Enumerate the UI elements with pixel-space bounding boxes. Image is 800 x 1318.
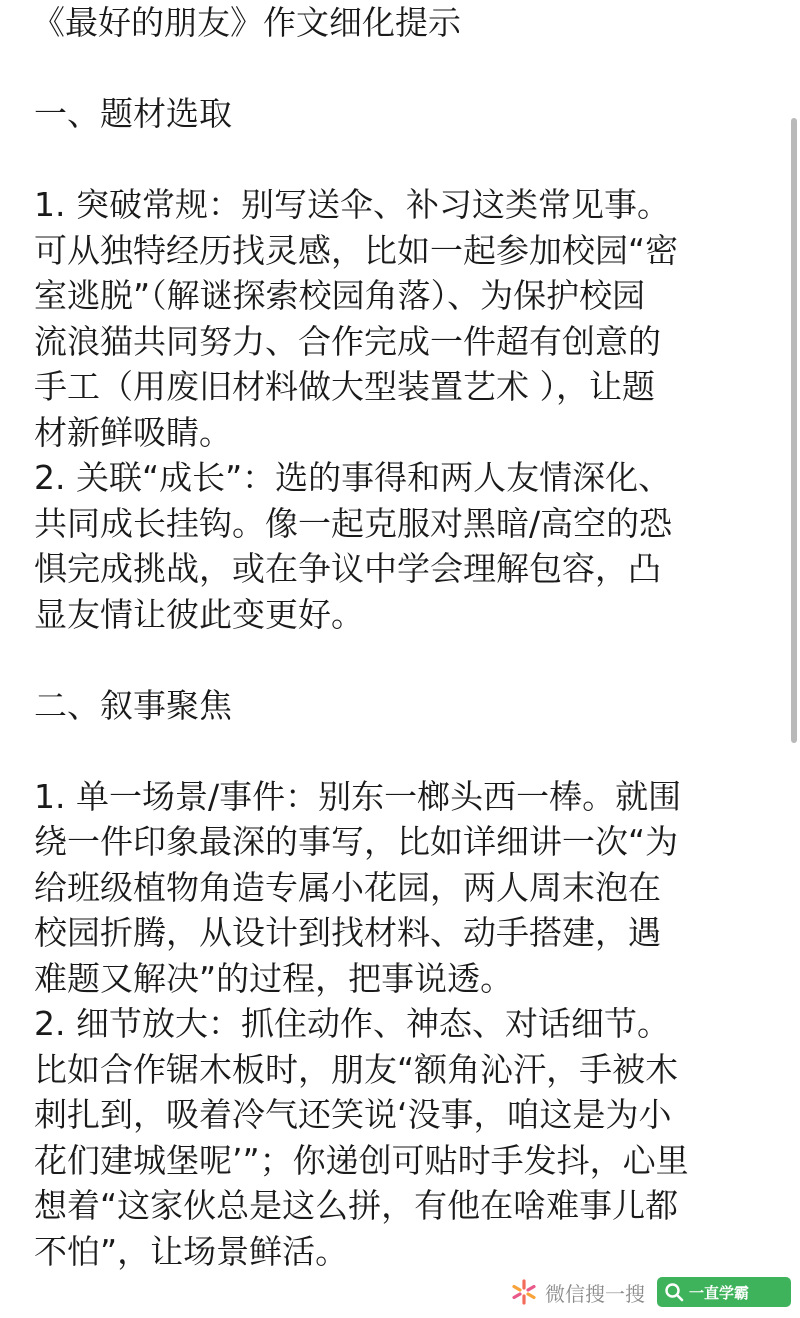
- paragraph-line: 难题又解决”的过程，把事说透。: [34, 958, 514, 998]
- document-title: 《最好的朋友》作文细化提示: [32, 3, 461, 42]
- paragraph-line: 流浪猫共同努力、合作完成一件超有创意的: [34, 321, 661, 361]
- paragraph-line: 绕一件印象最深的事写，比如详细讲一次“为: [34, 822, 679, 861]
- watermark-search-box[interactable]: [657, 1277, 791, 1307]
- watermark-label: 微信搜一搜: [545, 1281, 645, 1306]
- section-heading: 一、题材选取: [34, 94, 232, 133]
- paragraph-line: 显友情让彼此变更好。: [34, 594, 364, 634]
- paragraph-line: 想着“这家伙总是这么拼，有他在啥难事儿都: [34, 1186, 679, 1225]
- spacer: [34, 137, 764, 183]
- search-icon: [663, 1281, 685, 1303]
- paragraph-line: 给班级植物角造专属小花园，两人周末泡在: [34, 867, 661, 907]
- paragraph-line: 1. 突破常规：别写送伞、补习这类常见事。: [34, 185, 670, 224]
- paragraph-line: 手工（用废旧材料做大型装置艺术 ），让题: [34, 367, 655, 406]
- paragraph-line: 惧完成挑战，或在争议中学会理解包容，凸: [34, 549, 661, 588]
- paragraph-line: 材新鲜吸睛。: [34, 412, 232, 452]
- paragraph-line: 比如合作锯木板时，朋友“额角沁汗，手被木: [34, 1049, 679, 1089]
- wechat-search-watermark: [505, 1272, 795, 1312]
- paragraph-line: 刺扎到，吸着冷气还笑说‘没事，咱这是为小: [34, 1095, 672, 1134]
- paragraph-line: 2. 细节放大：抓住动作、神态、对话细节。: [34, 1004, 670, 1043]
- watermark-search-text: 一直学霸: [689, 1283, 750, 1302]
- paragraph-line: 不怕”，让场景鲜活。: [34, 1231, 349, 1271]
- section-heading: 二、叙事聚焦: [34, 685, 232, 725]
- paragraph-line: 2. 关联“成长”：选的事得和两人友情深化、: [34, 458, 672, 497]
- paragraph-line: 室逃脱”（解谜探索校园角落）、为保护校园: [34, 276, 646, 315]
- paragraph-line: 校园折腾，从设计到找材料、动手搭建，遇: [34, 913, 661, 952]
- paragraph-line: 可从独特经历找灵感，比如一起参加校园“密: [34, 230, 679, 270]
- wechat-search-logo-icon: [509, 1277, 539, 1307]
- paragraph-line: 1. 单一场景/事件：别东一榔头西一棒。就围: [34, 776, 682, 816]
- paragraph-line: 共同成长挂钩。像一起克服对黑暗/高空的恐: [34, 503, 673, 543]
- scrollbar-thumb[interactable]: [791, 118, 797, 743]
- spacer: [34, 46, 764, 92]
- paragraph-line: 花们建城堡呢’”；你递创可贴时手发抖，心里: [34, 1140, 689, 1180]
- spacer: [34, 728, 764, 774]
- spacer: [34, 637, 764, 683]
- document: [34, 0, 764, 1274]
